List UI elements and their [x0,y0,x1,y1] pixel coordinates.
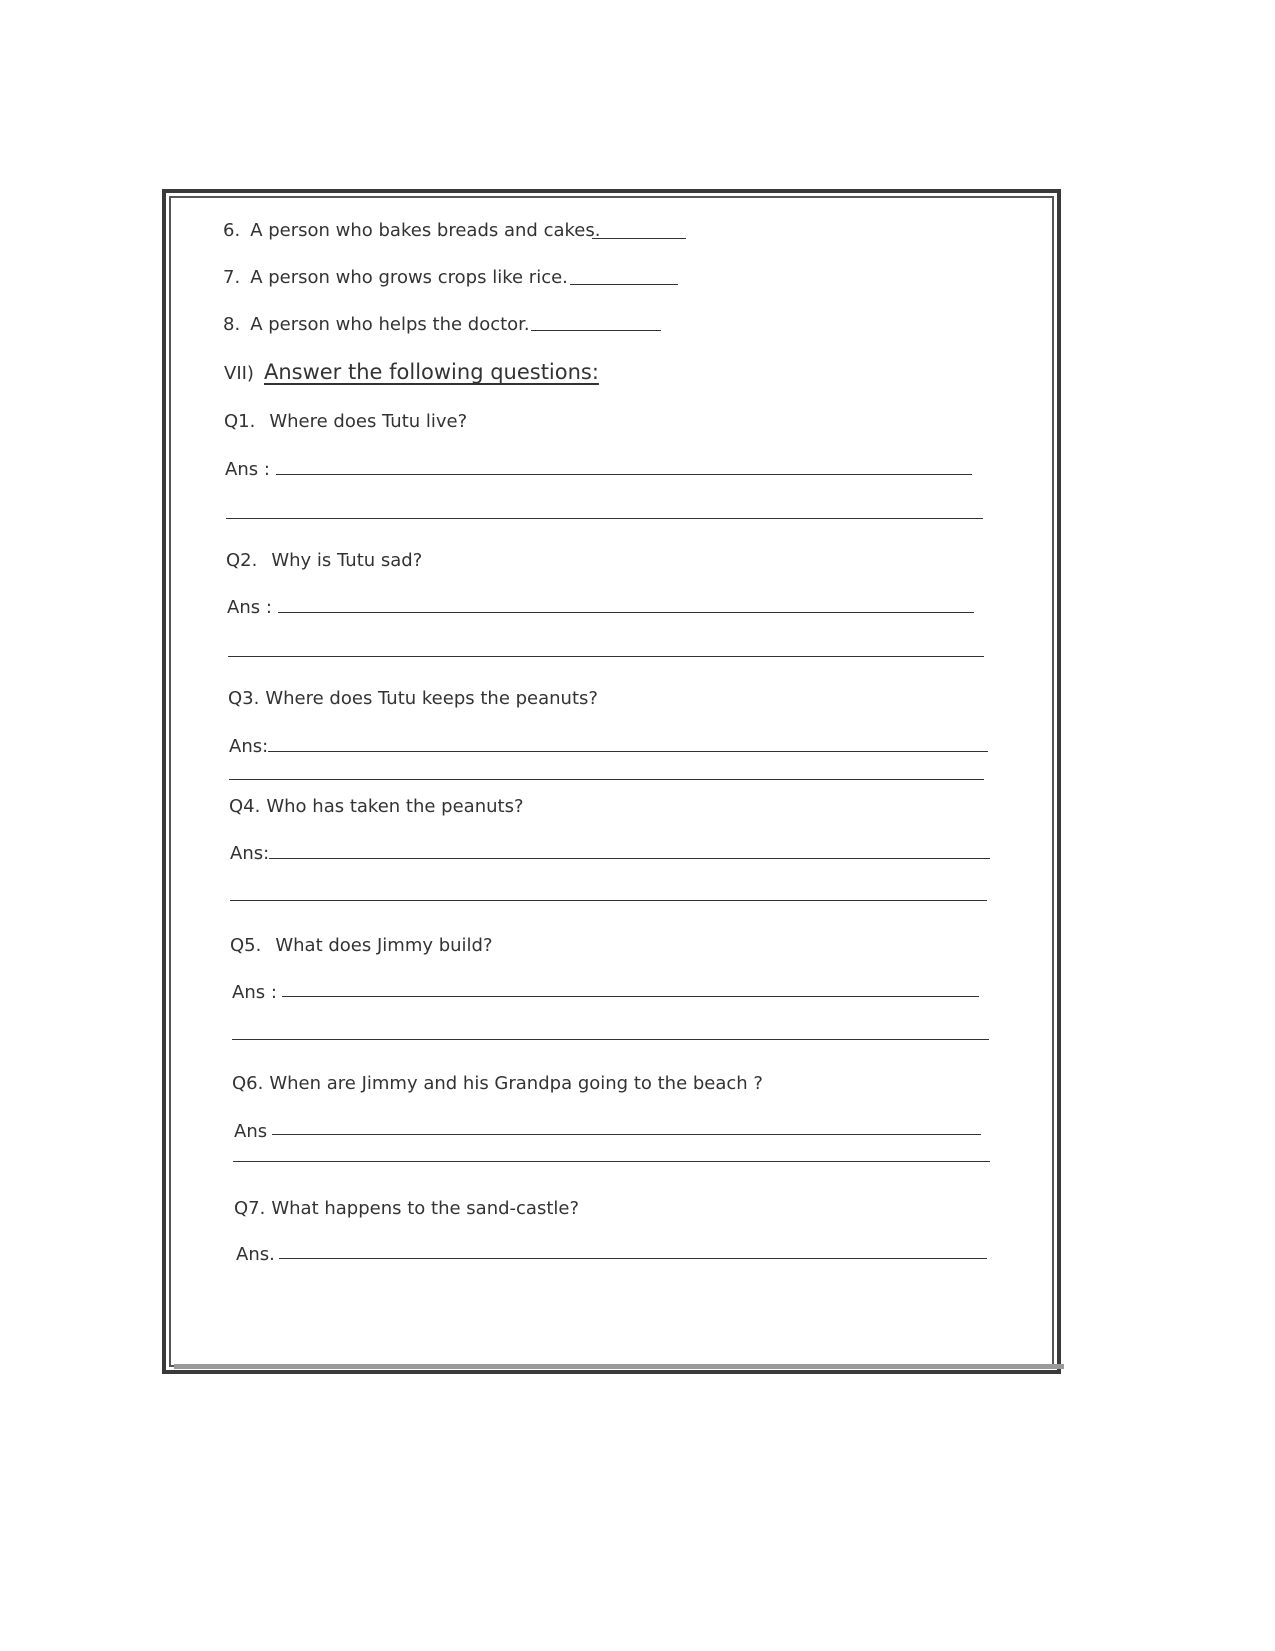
answer-line-1b[interactable] [226,518,983,519]
fill-item-7 [223,266,568,290]
answer-label: Ans : [225,459,270,480]
fill-blank-8[interactable] [531,330,661,331]
question-text: What does Jimmy build? [275,935,493,956]
question-text: Who has taken the peanuts? [266,796,524,817]
answer-line-2b[interactable] [228,656,984,657]
fill-item-number: 7. [223,267,241,288]
answer-line-1a[interactable] [276,474,972,475]
fill-item-number: 6. [223,220,241,241]
question-number: Q5. [230,935,262,956]
question-number: Q4. [229,796,261,817]
answer-label: Ans. [236,1244,275,1265]
answer-line-6b[interactable] [233,1161,990,1162]
answer-label: Ans : [227,597,272,618]
question-number: Q7. [234,1198,266,1219]
worksheet-border-shadow [174,1364,1064,1369]
answer-label: Ans: [229,736,269,757]
answer-line-2a[interactable] [278,612,974,613]
question-1 [224,410,467,434]
question-3 [228,687,598,711]
answer-line-3a[interactable] [268,751,988,752]
answer-line-7a[interactable] [279,1258,987,1259]
section-heading [224,360,599,386]
question-text: Why is Tutu sad? [271,550,423,571]
section-number: VII) [224,363,254,384]
fill-item-8 [223,313,530,337]
fill-item-6 [223,219,600,243]
fill-item-text: A person who helps the doctor. [250,314,530,335]
fill-item-number: 8. [223,314,241,335]
question-4 [229,795,524,819]
section-title: Answer the following questions: [263,360,599,384]
question-number: Q6. [232,1073,264,1094]
question-6 [232,1072,763,1096]
fill-blank-7[interactable] [570,284,678,285]
fill-item-text: A person who bakes breads and cakes. [250,220,601,241]
answer-line-6a[interactable] [272,1134,981,1135]
question-text: When are Jimmy and his Grandpa going to the beach ? [269,1073,763,1094]
question-5 [230,934,493,958]
answer-line-3b[interactable] [229,779,984,780]
question-text: Where does Tutu live? [269,411,468,432]
answer-label: Ans: [230,843,270,864]
answer-label: Ans : [232,982,277,1003]
fill-blank-6[interactable] [592,238,686,239]
question-number: Q2. [226,550,258,571]
answer-line-5a[interactable] [282,996,979,997]
question-2 [226,549,422,573]
question-number: Q3. [228,688,260,709]
question-text: What happens to the sand-castle? [271,1198,580,1219]
question-7 [234,1197,579,1221]
answer-line-4a[interactable] [269,858,990,859]
answer-line-5b[interactable] [232,1039,989,1040]
question-number: Q1. [224,411,256,432]
answer-label: Ans [234,1121,268,1142]
question-text: Where does Tutu keeps the peanuts? [265,688,598,709]
answer-line-4b[interactable] [230,900,987,901]
fill-item-text: A person who grows crops like rice. [250,267,568,288]
